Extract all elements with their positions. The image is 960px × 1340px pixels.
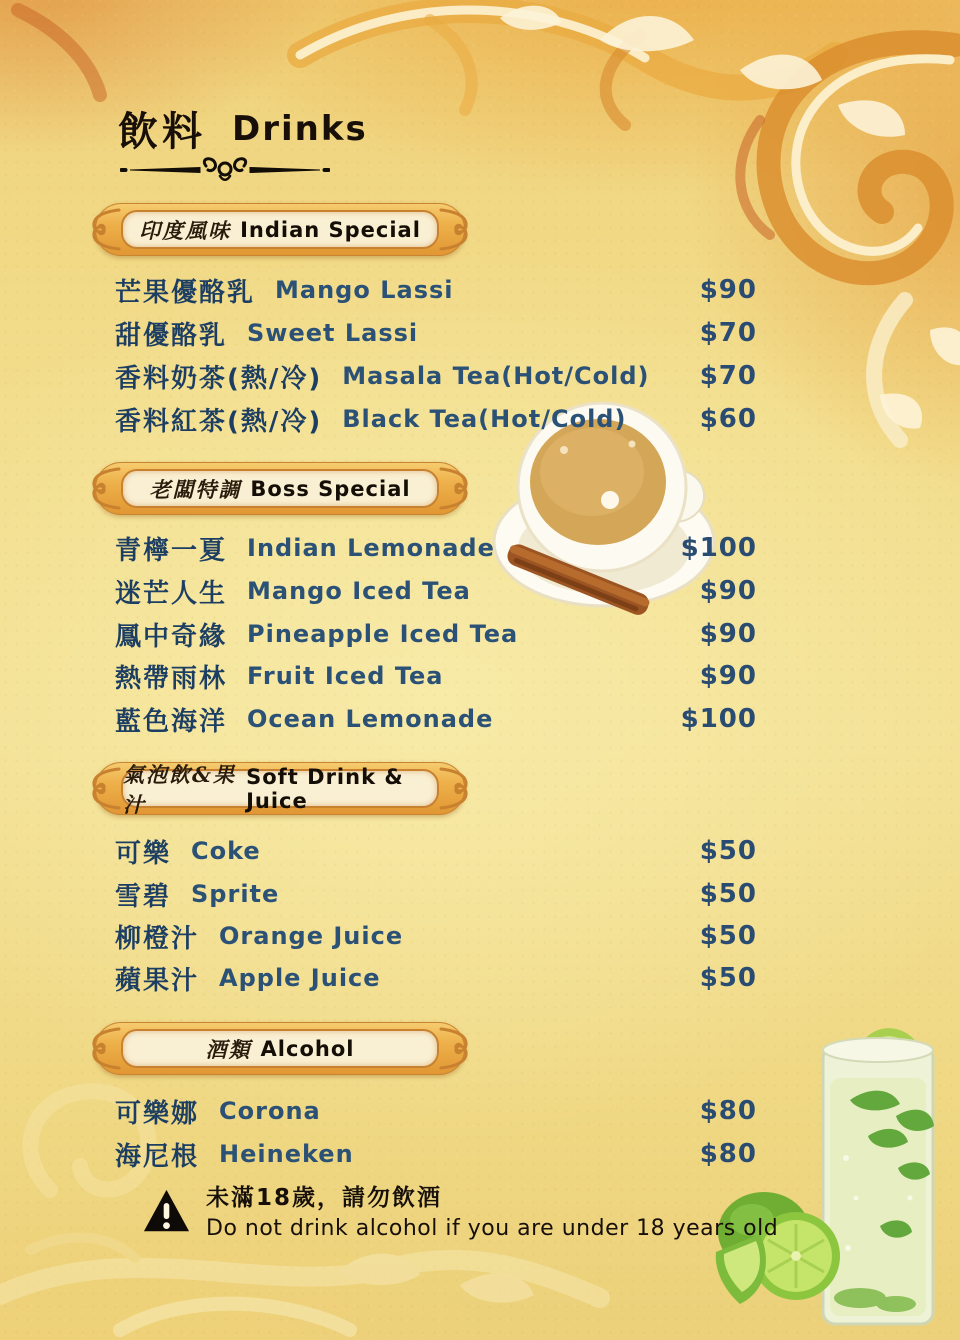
banner-scroll-icon	[91, 207, 121, 252]
page-title	[118, 100, 368, 157]
item-name-zh: 芒果優酪乳	[115, 277, 256, 308]
banner-scroll-icon	[91, 1026, 121, 1071]
menu-item-row	[115, 272, 757, 308]
item-price: $80	[699, 1096, 757, 1126]
menu-item-row	[115, 918, 757, 954]
banner-scroll-icon	[91, 766, 121, 811]
item-name-zh: 青檸一夏	[115, 535, 228, 566]
item-name-zh: 迷芒人生	[115, 578, 228, 609]
item-price: $50	[699, 963, 757, 993]
item-price: $90	[699, 619, 757, 649]
banner-scroll-icon	[439, 766, 469, 811]
menu-item-row	[115, 960, 757, 996]
item-name-zh: 甜優酪乳	[115, 320, 228, 351]
menu-item-row	[115, 1093, 757, 1129]
item-price: $90	[699, 275, 757, 305]
item-name-en: Masala Tea(Hot/Cold)	[342, 362, 650, 390]
menu-item-row	[115, 358, 757, 394]
banner-scroll-icon	[91, 466, 121, 511]
menu-item-row	[115, 530, 757, 566]
item-price: $70	[699, 361, 757, 391]
item-price: $60	[699, 404, 757, 434]
item-price: $100	[680, 533, 757, 563]
section-title-en: Alcohol	[260, 1036, 355, 1061]
menu-item-row	[115, 401, 757, 437]
item-name-en: Heineken	[219, 1140, 354, 1168]
item-name-en: Sprite	[191, 880, 280, 908]
banner-scroll-icon	[439, 1026, 469, 1071]
section-banner-alcohol	[95, 1022, 465, 1075]
item-price: $50	[699, 879, 757, 909]
title-divider-ornament	[120, 156, 330, 184]
menu-item-row	[115, 833, 757, 869]
menu-item-row	[115, 701, 757, 737]
page-title-zh: 飲料	[118, 109, 206, 155]
item-name-zh: 香料紅茶(熱/冷)	[115, 406, 323, 437]
section-title-zh: 酒類	[205, 1036, 252, 1062]
menu-item-row	[115, 616, 757, 652]
warning-text-zh: 未滿18歲，請勿飲酒	[206, 1185, 443, 1211]
item-name-zh: 雪碧	[115, 881, 172, 912]
item-name-zh: 柳橙汁	[115, 923, 200, 954]
item-name-en: Mango Lassi	[275, 276, 454, 304]
lemonade-glass-photo	[700, 1008, 960, 1340]
item-name-zh: 熱帶雨林	[115, 663, 228, 694]
item-name-en: Ocean Lemonade	[247, 705, 494, 733]
item-name-en: Fruit Iced Tea	[247, 662, 444, 690]
section-title-zh: 氣泡飲&果汁	[123, 761, 236, 817]
item-price: $70	[699, 318, 757, 348]
item-price: $90	[699, 576, 757, 606]
section-banner-soft-drink-juice	[95, 762, 465, 815]
item-price: $50	[699, 836, 757, 866]
item-name-zh: 香料奶茶(熱/冷)	[115, 363, 323, 394]
item-name-en: Indian Lemonade	[247, 534, 495, 562]
banner-scroll-icon	[439, 207, 469, 252]
page-title-en: Drinks	[232, 108, 368, 149]
item-price: $90	[699, 661, 757, 691]
item-name-zh: 可樂娜	[115, 1098, 200, 1129]
menu-item-row	[115, 1136, 757, 1172]
menu-item-row	[115, 658, 757, 694]
section-banner-indian-special	[95, 203, 465, 256]
item-name-zh: 藍色海洋	[115, 706, 228, 737]
warning-icon	[143, 1188, 190, 1235]
item-name-zh: 蘋果汁	[115, 965, 200, 996]
alcohol-warning	[143, 1184, 778, 1244]
item-name-en: Apple Juice	[219, 964, 381, 992]
menu-item-row	[115, 876, 757, 912]
item-name-zh: 可樂	[115, 838, 172, 869]
item-name-en: Black Tea(Hot/Cold)	[342, 405, 627, 433]
section-title-zh: 老闆特調	[149, 476, 242, 502]
item-name-en: Mango Iced Tea	[247, 577, 471, 605]
item-name-en: Sweet Lassi	[247, 319, 419, 347]
item-name-en: Orange Juice	[219, 922, 404, 950]
item-name-en: Coke	[191, 837, 261, 865]
section-title-en: Indian Special	[240, 217, 421, 242]
section-banner-boss-special	[95, 462, 465, 515]
item-name-zh: 海尼根	[115, 1141, 200, 1172]
section-title-en: Boss Special	[250, 476, 411, 501]
menu-item-row	[115, 315, 757, 351]
item-name-en: Corona	[219, 1097, 321, 1125]
banner-scroll-icon	[439, 466, 469, 511]
section-title-en: Soft Drink & Juice	[246, 764, 404, 813]
item-price: $80	[699, 1139, 757, 1169]
item-price: $100	[680, 704, 757, 734]
item-name-zh: 鳳中奇緣	[115, 621, 228, 652]
menu-item-row	[115, 573, 757, 609]
item-name-en: Pineapple Iced Tea	[247, 620, 519, 648]
warning-text-en: Do not drink alcohol if you are under 18 years old	[206, 1215, 779, 1241]
item-price: $50	[699, 921, 757, 951]
section-title-zh: 印度風味	[139, 217, 232, 243]
